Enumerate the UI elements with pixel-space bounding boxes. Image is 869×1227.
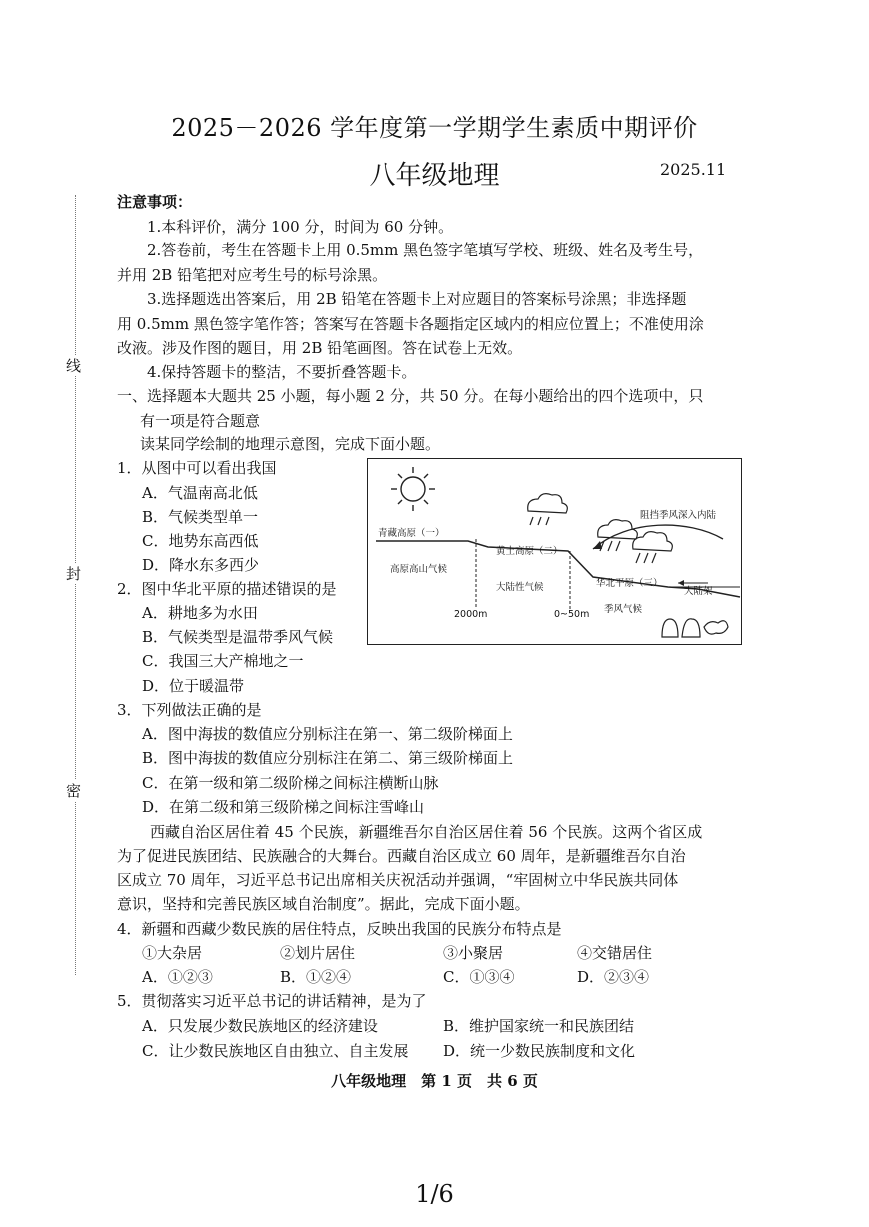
statement-item: ①大杂居 [142, 944, 203, 962]
exam-title: 2025－2026 学年度第一学期学生素质中期评价 [171, 114, 698, 142]
monsoon-arrow [593, 525, 723, 549]
notice-heading: 注意事项： [117, 193, 193, 211]
arrow-head-icon [593, 541, 602, 549]
question-option: A．①②③ [142, 968, 213, 986]
question-1-stem: 1．从图中可以看出我国 [117, 459, 277, 477]
label-plateau2: 黄土高原（二） [496, 546, 563, 557]
label-plain3: 华北平原（三） [596, 578, 663, 589]
question-option: C．地势东高西低 [142, 532, 259, 550]
label-elevation-2000: 2000m [454, 609, 488, 620]
question-option: A．气温南高北低 [142, 484, 258, 502]
sheep-icon [704, 621, 728, 634]
question-2-stem: 2．图中华北平原的描述错误的是 [117, 580, 337, 598]
question-option: B．气候类型单一 [142, 508, 259, 526]
question-option: A．耕地多为水田 [142, 604, 258, 622]
label-plateau1: 青藏高原（一） [378, 528, 445, 539]
section-heading-cont: 有一项是符合题意 [140, 412, 261, 430]
notice-line: 改液。涉及作图的题目，用 2B 铅笔画图。答在试卷上无效。 [117, 339, 523, 357]
cloud-icon [598, 520, 638, 551]
label-climate2: 大陆性气候 [496, 582, 544, 593]
notice-line: 1.本科评价，满分 100 分，时间为 60 分钟。 [147, 218, 454, 236]
question-option: B．维护国家统一和民族团结 [443, 1017, 635, 1035]
notice-line: 2.答卷前，考生在答题卡上用 0.5mm 黑色签字笔填写学校、班级、姓名及考生号， [147, 241, 704, 259]
statement-item: ②划片居住 [280, 944, 356, 962]
page-number: 1/6 [415, 1180, 454, 1208]
sun-icon [391, 467, 435, 511]
notice-line: 并用 2B 铅笔把对应考生号的标号涂黑。 [117, 266, 388, 284]
label-elevation-0-50: 0~50m [554, 609, 590, 620]
question-option: C．我国三大产棉地之一 [142, 652, 304, 670]
question-5-stem: 5．贯彻落实习近平总书记的讲话精神，是为了 [117, 992, 427, 1010]
binding-mark-line: 线 [66, 357, 82, 375]
question-option: D．在第二级和第三级阶梯之间标注雪峰山 [142, 798, 425, 816]
notice-line: 3.选择题选出答案后，用 2B 铅笔在答题卡上对应题目的答案标号涂黑；非选择题 [147, 290, 687, 308]
label-climate1: 高原高山气候 [390, 564, 448, 575]
terrain-diagram [367, 458, 742, 645]
question-3-stem: 3．下列做法正确的是 [117, 701, 262, 719]
question-option: D．位于暖温带 [142, 677, 245, 695]
exam-subject: 八年级地理 [369, 161, 500, 191]
question-option: A．只发展少数民族地区的经济建设 [142, 1017, 378, 1035]
label-monsoon: 阻挡季风深入内陆 [640, 510, 717, 521]
notice-line: 用 0.5mm 黑色签字笔作答；答案写在答题卡各题指定区域内的相应位置上；不准使用涂 [117, 315, 704, 333]
question-option: D．②③④ [577, 968, 650, 986]
mountain-icon [682, 619, 700, 637]
question-4-stem: 4．新疆和西藏少数民族的居住特点，反映出我国的民族分布特点是 [117, 920, 562, 938]
question-option: D．统一少数民族制度和文化 [443, 1042, 636, 1060]
passage-line: 西藏自治区居住着 45 个民族，新疆维吾尔自治区居住着 56 个民族。这两个省区成 [150, 823, 703, 841]
passage-line: 为了促进民族团结、民族融合的大舞台。西藏自治区成立 60 周年，是新疆维吾尔自治 [117, 847, 686, 865]
bell-icon [662, 619, 678, 637]
cloud-icon [633, 532, 673, 563]
label-climate3: 季风气候 [604, 604, 643, 615]
statement-item: ④交错居住 [577, 944, 653, 962]
question-option: C．在第一级和第二级阶梯之间标注横断山脉 [142, 774, 439, 792]
question-option: D．降水东多西少 [142, 556, 260, 574]
notice-line: 4.保持答题卡的整洁，不要折叠答题卡。 [147, 363, 417, 381]
section-heading: 一、选择题本大题共 25 小题，每小题 2 分，共 50 分。在每小题给出的四个选项中，只 [117, 387, 704, 405]
question-option: C．让少数民族地区自由独立、自主发展 [142, 1042, 409, 1060]
cloud-icon [528, 494, 568, 525]
question-option: C．①③④ [443, 968, 515, 986]
binding-line [75, 195, 76, 975]
page-footer: 八年级地理 第 1 页 共 6 页 [331, 1072, 538, 1090]
exam-date: 2025.11 [660, 160, 727, 179]
question-option: A．图中海拔的数值应分别标注在第一、第二级阶梯面上 [142, 725, 513, 743]
question-option: B．气候类型是温带季风气候 [142, 628, 334, 646]
binding-mark-secret: 密 [66, 782, 82, 800]
passage-line: 意识，坚持和完善民族区域自治制度”。据此，完成下面小题。 [117, 895, 530, 913]
label-shelf: 大陆架 [684, 586, 713, 597]
section-intro: 读某同学绘制的地理示意图，完成下面小题。 [140, 435, 441, 453]
question-option: B．①②④ [280, 968, 352, 986]
statement-item: ③小聚居 [443, 944, 504, 962]
question-option: B．图中海拔的数值应分别标注在第二、第三级阶梯面上 [142, 749, 514, 767]
passage-line: 区成立 70 周年，习近平总书记出席相关庆祝活动并强调，“牢固树立中华民族共同体 [117, 871, 679, 889]
binding-mark-seal: 封 [66, 565, 82, 583]
